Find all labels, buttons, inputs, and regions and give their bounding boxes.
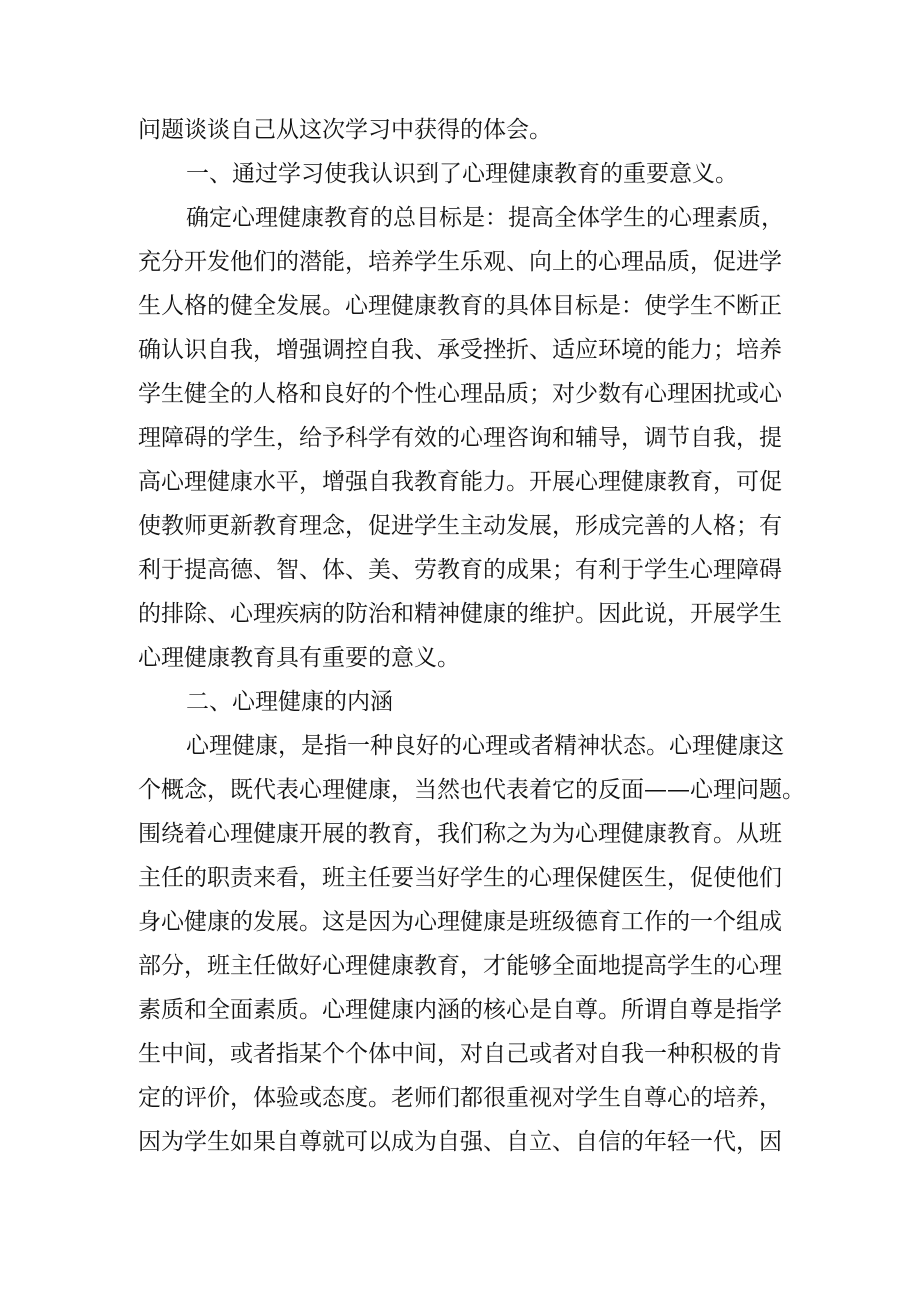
text-line: 利于提高德、智、体、美、劳教育的成果；有利于学生心理障碍: [138, 557, 782, 583]
section-heading-2: 二、心理健康的内涵: [186, 689, 393, 715]
text-line: 定的评价，体验或态度。老师们都很重视对学生自尊心的培养，: [138, 1085, 782, 1111]
text-line: 主任的职责来看，班主任要当好学生的心理保健医生，促使他们: [138, 865, 782, 891]
section-heading-1: 一、通过学习使我认识到了心理健康教育的重要意义。: [186, 161, 738, 187]
text-line: 问题谈谈自己从这次学习中获得的体会。: [138, 117, 552, 143]
text-line: 围绕着心理健康开展的教育，我们称之为为心理健康教育。从班: [138, 821, 782, 847]
text-line: 生人格的健全发展。心理健康教育的具体目标是：使学生不断正: [138, 293, 782, 319]
text-line: 理障碍的学生，给予科学有效的心理咨询和辅导，调节自我，提: [138, 425, 782, 451]
text-line: 个概念，既代表心理健康，当然也代表着它的反面——心理问题。: [138, 777, 805, 803]
text-line: 高心理健康水平，增强自我教育能力。开展心理健康教育，可促: [138, 469, 782, 495]
text-line: 心理健康教育具有重要的意义。: [138, 645, 460, 671]
text-line: 学生健全的人格和良好的个性心理品质；对少数有心理困扰或心: [138, 381, 782, 407]
text-line: 充分开发他们的潜能，培养学生乐观、向上的心理品质，促进学: [138, 249, 782, 275]
text-line: 生中间，或者指某个个体中间，对自己或者对自我一种积极的肯: [138, 1041, 782, 1067]
text-line: 部分，班主任做好心理健康教育，才能够全面地提高学生的心理: [138, 953, 782, 979]
text-line: 的排除、心理疾病的防治和精神健康的维护。因此说，开展学生: [138, 601, 782, 627]
text-line: 确认识自我，增强调控自我、承受挫折、适应环境的能力；培养: [138, 337, 782, 363]
text-line: 心理健康，是指一种良好的心理或者精神状态。心理健康这: [186, 733, 784, 759]
document-body: [138, 108, 805, 1164]
text-line: 使教师更新教育理念，促进学生主动发展，形成完善的人格；有: [138, 513, 782, 539]
text-line: 身心健康的发展。这是因为心理健康是班级德育工作的一个组成: [138, 909, 782, 935]
text-line: 因为学生如果自尊就可以成为自强、自立、自信的年轻一代，因: [138, 1129, 782, 1155]
text-line: 素质和全面素质。心理健康内涵的核心是自尊。所谓自尊是指学: [138, 997, 782, 1023]
text-line: 确定心理健康教育的总目标是：提高全体学生的心理素质，: [186, 205, 784, 231]
